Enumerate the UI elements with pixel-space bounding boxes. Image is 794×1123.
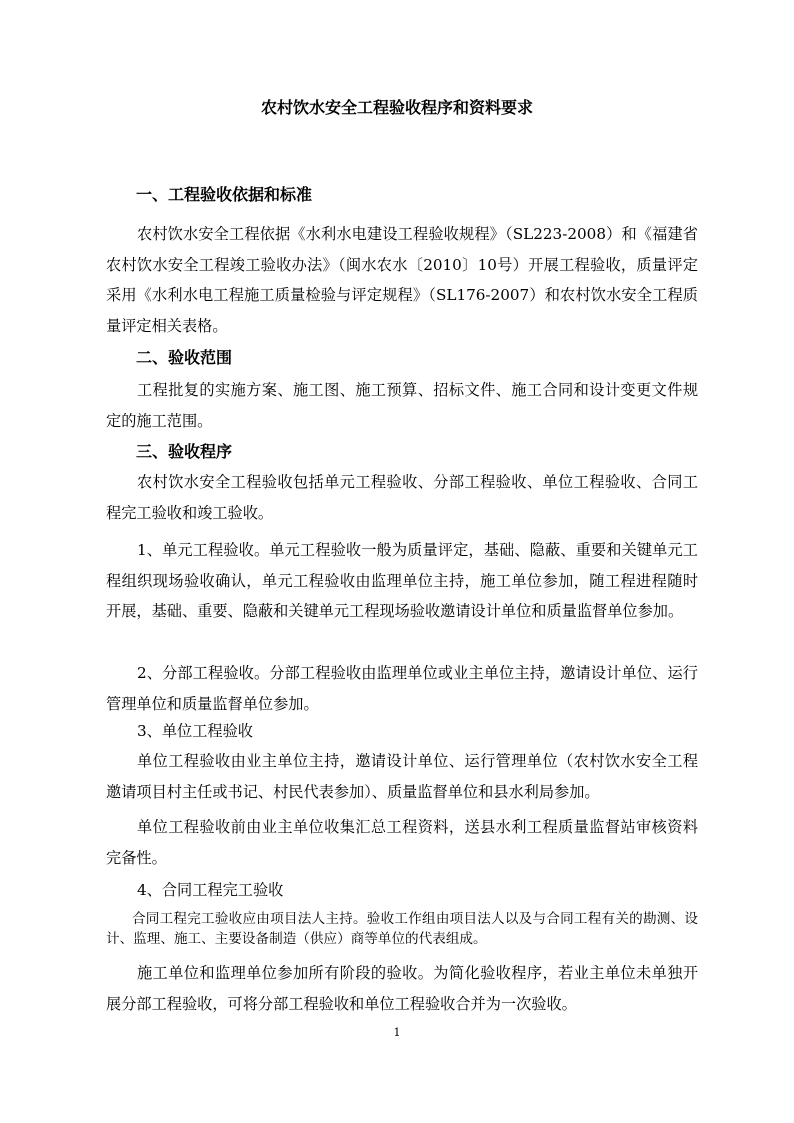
paragraph-unit-element-acceptance: 1、单元工程验收。单元工程验收一般为质量评定，基础、隐蔽、重要和关键单元工程组织现场验收确认，单元工程验收由监理单位主持，施工单位参加，随工程进程随时开展，基础、重要、隐蔽和关键单元工程现场验收邀请设计单位和质量监督单位参加。 (106, 541, 698, 620)
paragraph-procedure-intro: 农村饮水安全工程验收包括单元工程验收、分部工程验收、单位工程验收、合同工程完工验收和竣工验收。 (106, 473, 698, 522)
paragraph-participation: 施工单位和监理单位参加所有阶段的验收。为简化验收程序，若业主单位未单独开展分部工程验收，可将分部工程验收和单位工程验收合并为一次验收。 (106, 964, 698, 1013)
section-heading-basis: 一、工程验收依据和标准 (136, 185, 313, 204)
section-heading-scope: 二、验收范围 (136, 348, 233, 367)
paragraph-basis: 农村饮水安全工程依据《水利水电建设工程验收规程》（SL223-2008）和《福建省农村饮水安全工程竣工验收办法》（闽水农水〔2010〕10号）开展工程验收，质量评定采用《水利水电工程施工质量检验与评定规程》（SL176-2007）和农村饮水安全工程质量评定相关表格。 (106, 225, 698, 335)
page-number: 1 (393, 1026, 401, 1039)
paragraph-scope: 工程批复的实施方案、施工图、施工预算、招标文件、施工合同和设计变更文件规定的施工范围。 (106, 381, 698, 430)
paragraph-unit-project-heading: 3、单位工程验收 (137, 722, 253, 740)
paragraph-contract-completion-acceptance: 合同工程完工验收应由项目法人主持。验收工作组由项目法人以及与合同工程有关的勘测、设计、监理、施工、主要设备制造（供应）商等单位的代表组成。 (106, 911, 698, 947)
paragraph-unit-project-acceptance: 单位工程验收由业主单位主持，邀请设计单位、运行管理单位（农村饮水安全工程邀请项目村主任或书记、村民代表参加）、质量监督单位和县水利局参加。 (106, 752, 698, 801)
paragraph-unit-project-materials: 单位工程验收前由业主单位收集汇总工程资料，送县水利工程质量监督站审核资料完备性。 (106, 818, 698, 867)
section-heading-procedure: 三、验收程序 (136, 442, 233, 461)
paragraph-division-acceptance: 2、分部工程验收。分部工程验收由监理单位或业主单位主持，邀请设计单位、运行管理单位和质量监督单位参加。 (106, 664, 698, 713)
document-title: 农村饮水安全工程验收程序和资料要求 (260, 98, 533, 117)
paragraph-contract-completion-heading: 4、合同工程完工验收 (137, 881, 284, 899)
